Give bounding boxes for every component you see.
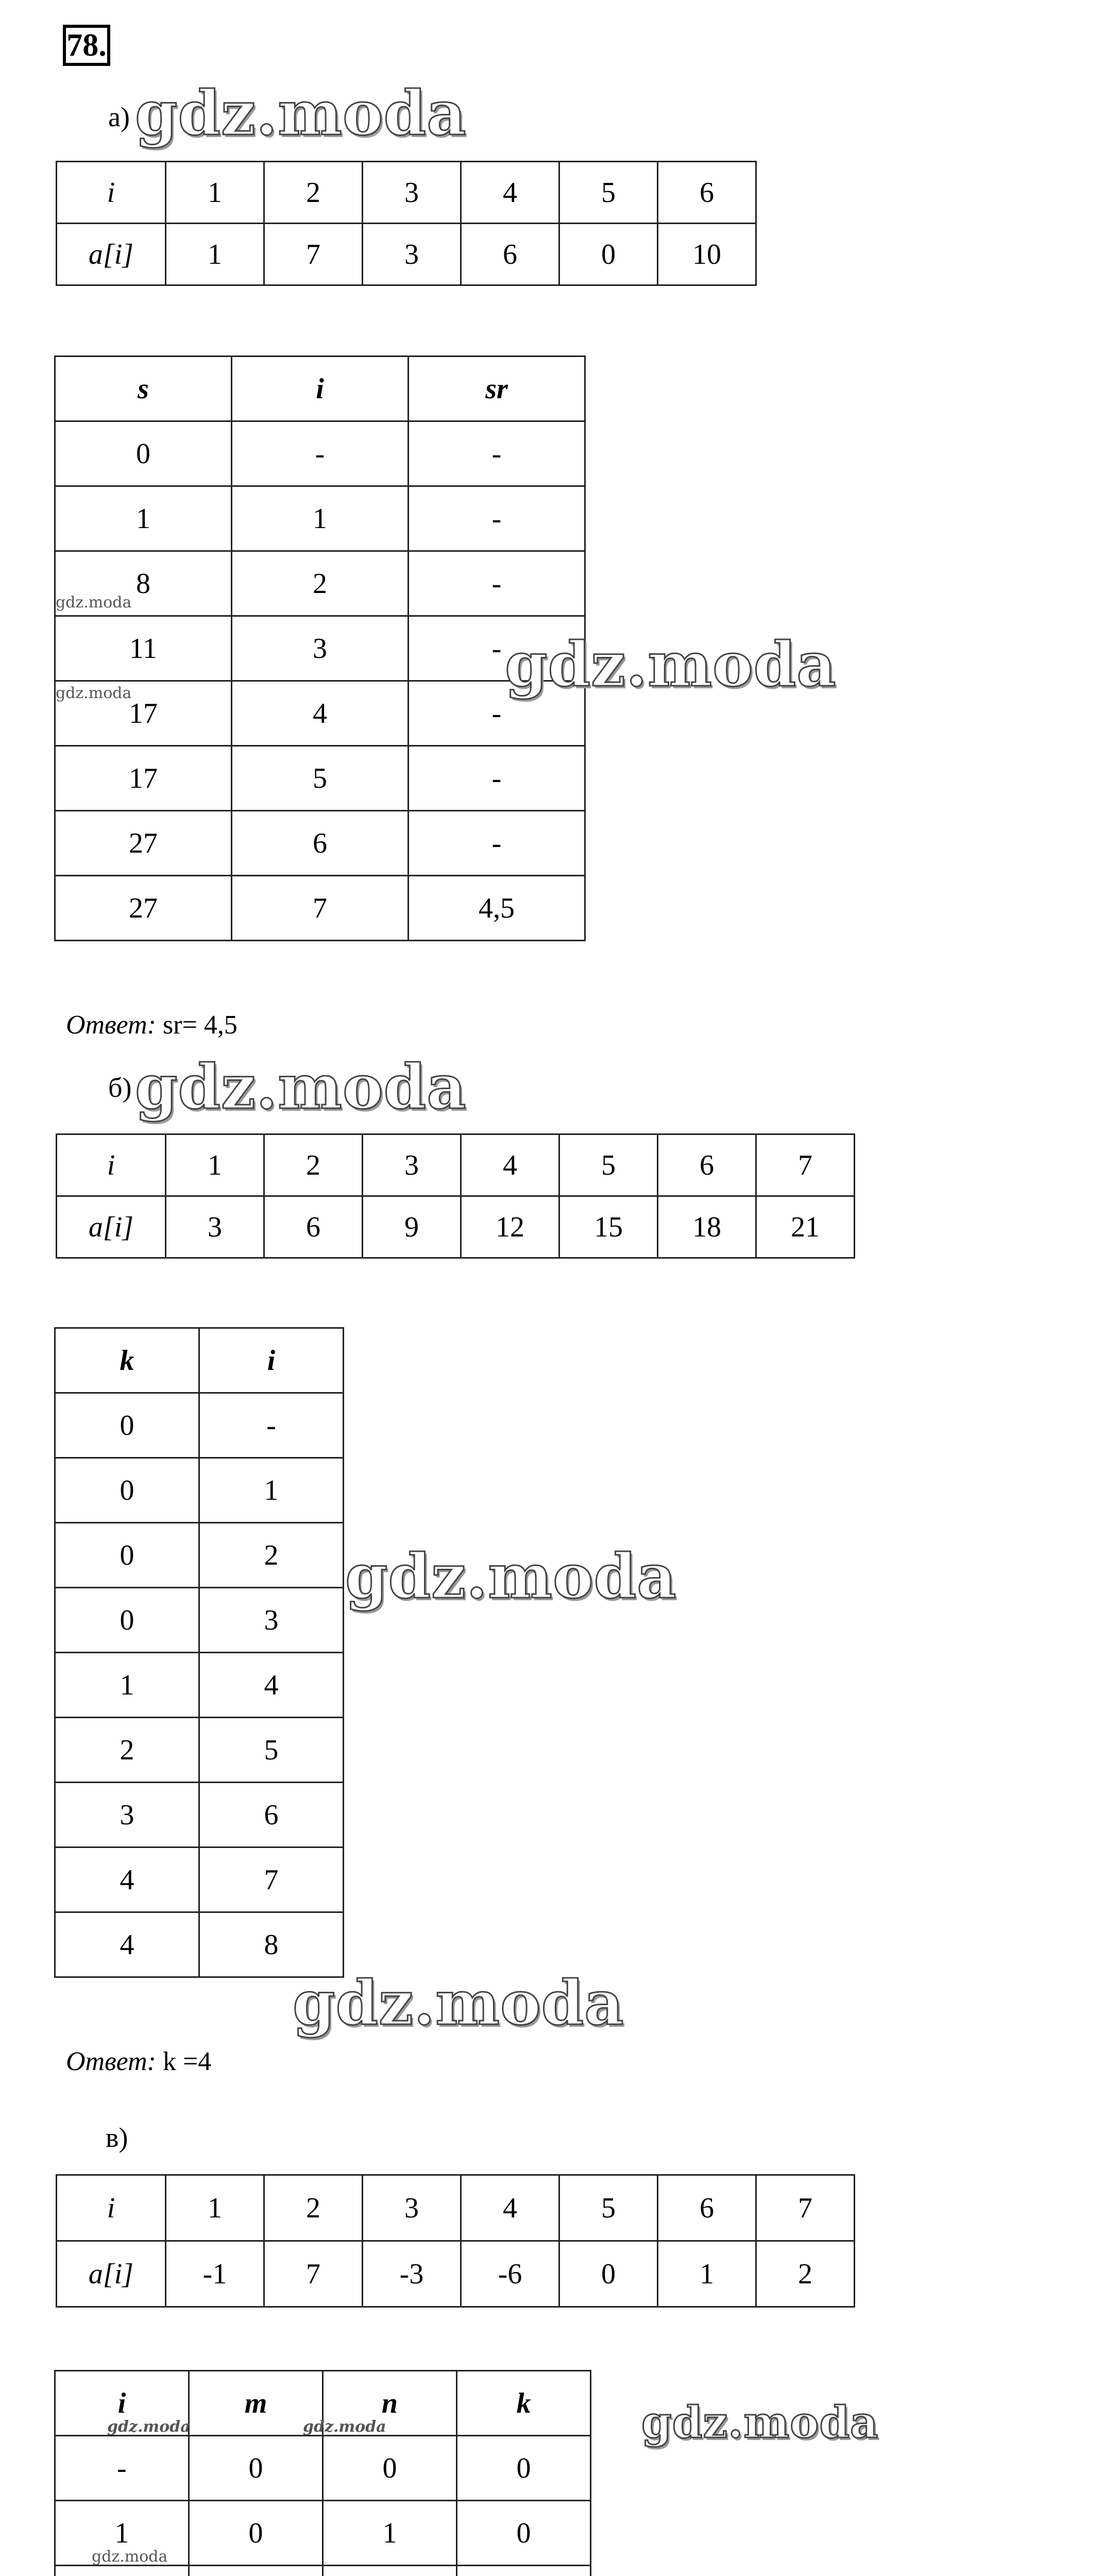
trace-header-cell: m <box>189 2371 323 2436</box>
trace-cell: 4 <box>55 1912 199 1977</box>
trace-cell <box>323 2566 457 2576</box>
part-c-label: в) <box>106 2122 128 2153</box>
trace-cell: 4 <box>232 681 409 746</box>
array-value-cell: 0 <box>559 224 658 285</box>
watermark-small: gdz.moda <box>56 684 132 702</box>
part-c-array-table <box>56 2174 855 2308</box>
array-header-cell: 4 <box>461 162 559 224</box>
trace-header-cell: sr <box>409 357 585 421</box>
watermark: gdz.moda <box>135 1051 467 1123</box>
array-value-cell: a[i] <box>57 224 166 285</box>
trace-header-cell: k <box>457 2371 591 2436</box>
trace-cell: - <box>199 1393 344 1458</box>
array-header-cell: 6 <box>658 2175 756 2241</box>
part-b-trace-table <box>54 1327 344 1978</box>
array-value-cell: 9 <box>363 1196 461 1258</box>
part-b-label: б) <box>108 1072 132 1103</box>
array-value-cell: -3 <box>363 2241 461 2307</box>
trace-cell: - <box>409 746 585 811</box>
trace-cell <box>55 2566 189 2576</box>
trace-cell: 11 <box>55 616 232 681</box>
array-header-cell: 6 <box>658 1134 756 1196</box>
answer-value: sr= 4,5 <box>162 1010 237 1040</box>
trace-cell: 0 <box>55 421 232 486</box>
array-header-cell: 6 <box>658 162 756 224</box>
array-header-cell: 4 <box>461 2175 559 2241</box>
trace-cell: 0 <box>55 1588 199 1653</box>
trace-cell: 1 <box>232 486 409 551</box>
trace-cell: - <box>409 616 585 681</box>
trace-cell: 3 <box>232 616 409 681</box>
trace-cell: 7 <box>232 876 409 941</box>
trace-cell: 2 <box>199 1523 344 1588</box>
array-header-cell: 2 <box>264 162 363 224</box>
answer-label: Ответ: <box>66 2047 156 2076</box>
trace-cell: 4,5 <box>409 876 585 941</box>
watermark: gdz.moda <box>505 629 837 700</box>
trace-cell: 2 <box>55 1718 199 1783</box>
trace-cell: 0 <box>55 1458 199 1523</box>
watermark: gdz.moda <box>641 2397 879 2448</box>
trace-cell: - <box>409 486 585 551</box>
answer-value: k =4 <box>162 2047 212 2076</box>
part-a-label: а) <box>108 101 130 132</box>
array-value-cell: 7 <box>264 224 363 285</box>
trace-cell <box>457 2566 591 2576</box>
array-value-cell: 2 <box>756 2241 855 2307</box>
part-a-answer <box>66 1010 237 1040</box>
array-header-cell: 7 <box>756 1134 855 1196</box>
trace-cell: 1 <box>55 486 232 551</box>
array-header-cell: 4 <box>461 1134 559 1196</box>
array-value-cell: a[i] <box>57 1196 166 1258</box>
array-header-cell: 5 <box>559 1134 658 1196</box>
trace-cell: 8 <box>199 1912 344 1977</box>
watermark: gdz.moda <box>293 1967 624 2039</box>
array-value-cell: 1 <box>166 224 264 285</box>
trace-cell: 1 <box>55 1653 199 1718</box>
array-value-cell: 3 <box>363 224 461 285</box>
array-header-cell: i <box>57 162 166 224</box>
trace-cell: 6 <box>232 811 409 876</box>
array-value-cell: 21 <box>756 1196 855 1258</box>
part-b-array-table <box>56 1133 855 1259</box>
trace-cell: 1 <box>323 2501 457 2566</box>
answer-label: Ответ: <box>66 1010 156 1040</box>
trace-cell: 1 gdz.moda <box>55 2501 189 2566</box>
array-header-cell: 3 <box>363 1134 461 1196</box>
array-value-cell: 10 <box>658 224 756 285</box>
trace-cell: 4 <box>199 1653 344 1718</box>
trace-cell: - <box>232 421 409 486</box>
array-value-cell: a[i] <box>57 2241 166 2307</box>
array-header-cell: i <box>57 1134 166 1196</box>
trace-cell: 3 <box>199 1588 344 1653</box>
trace-cell: 27 <box>55 811 232 876</box>
trace-cell <box>189 2566 323 2576</box>
watermark-small: gdz.moda <box>56 594 132 612</box>
array-value-cell: 1 <box>658 2241 756 2307</box>
array-header-cell: 7 <box>756 2175 855 2241</box>
array-header-cell: 1 <box>166 1134 264 1196</box>
trace-cell: - <box>409 811 585 876</box>
array-header-cell: i <box>57 2175 166 2241</box>
trace-header-cell: i <box>232 357 409 421</box>
watermark-small: gdz.moda <box>107 2418 191 2436</box>
array-header-cell: 5 <box>559 2175 658 2241</box>
trace-cell: 6 <box>199 1783 344 1848</box>
array-header-cell: 2 <box>264 2175 363 2241</box>
trace-cell: 0 <box>189 2501 323 2566</box>
trace-cell: - <box>55 2436 189 2501</box>
array-value-cell: 3 <box>166 1196 264 1258</box>
array-header-cell: 3 <box>363 162 461 224</box>
trace-header-cell: i <box>199 1328 344 1393</box>
trace-cell: - <box>409 421 585 486</box>
array-value-cell: 6 <box>461 224 559 285</box>
trace-header-cell: n gdz.moda <box>323 2371 457 2436</box>
trace-header-cell: i gdz.moda <box>55 2371 189 2436</box>
part-b-answer <box>66 2046 211 2077</box>
watermark: gdz.moda <box>135 77 467 149</box>
array-value-cell: -1 <box>166 2241 264 2307</box>
trace-header-cell: k <box>55 1328 199 1393</box>
trace-cell: 4 <box>55 1848 199 1912</box>
trace-cell: 0 <box>457 2436 591 2501</box>
array-value-cell: -6 <box>461 2241 559 2307</box>
array-value-cell: 0 <box>559 2241 658 2307</box>
part-c-trace-table <box>54 2370 591 2576</box>
array-header-cell: 1 <box>166 162 264 224</box>
trace-cell: 2 <box>232 551 409 616</box>
trace-cell: 17 <box>55 681 232 746</box>
trace-cell: 0 <box>189 2436 323 2501</box>
trace-cell: 17 <box>55 746 232 811</box>
trace-cell: 0 <box>323 2436 457 2501</box>
array-value-cell: 6 <box>264 1196 363 1258</box>
array-header-cell: 3 <box>363 2175 461 2241</box>
watermark-small: gdz.moda <box>303 2418 386 2436</box>
trace-cell: 5 <box>232 746 409 811</box>
array-header-cell: 5 <box>559 162 658 224</box>
array-header-cell: 1 <box>166 2175 264 2241</box>
trace-cell: 1 <box>199 1458 344 1523</box>
array-value-cell: 18 <box>658 1196 756 1258</box>
trace-cell: - <box>409 681 585 746</box>
array-value-cell: 15 <box>559 1196 658 1258</box>
array-value-cell: 7 <box>264 2241 363 2307</box>
trace-header-cell: s <box>55 357 232 421</box>
array-header-cell: 2 <box>264 1134 363 1196</box>
trace-cell: 0 <box>55 1393 199 1458</box>
trace-cell: 27 <box>55 876 232 941</box>
trace-cell: - <box>409 551 585 616</box>
trace-cell: 0 <box>457 2501 591 2566</box>
trace-cell: 0 <box>55 1523 199 1588</box>
array-value-cell: 12 <box>461 1196 559 1258</box>
trace-cell: 8 <box>55 551 232 616</box>
trace-cell: 7 <box>199 1848 344 1912</box>
problem-number: 78. <box>63 25 110 66</box>
part-a-array-table <box>56 161 757 286</box>
trace-cell: 5 <box>199 1718 344 1783</box>
trace-cell: 3 <box>55 1783 199 1848</box>
watermark: gdz.moda <box>345 1540 677 1612</box>
watermark-small: gdz.moda <box>92 2548 168 2566</box>
